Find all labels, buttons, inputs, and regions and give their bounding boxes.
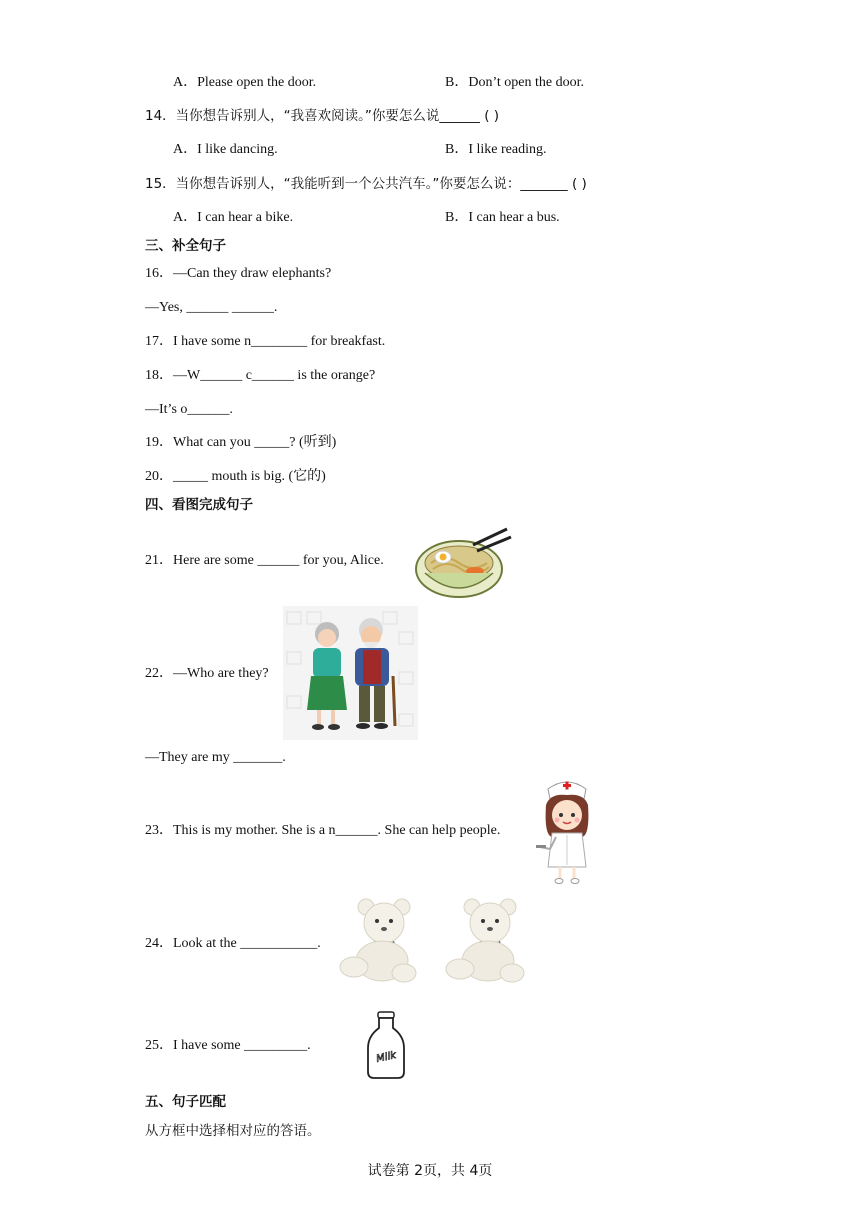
q25: 25．I have some _________. <box>145 1038 311 1053</box>
section-5-heading: 五、句子匹配 <box>145 1094 226 1110</box>
q20: 20．_____ mouth is big. (它的) <box>145 469 326 484</box>
section-5-instruction: 从方框中选择相对应的答语。 <box>145 1123 321 1139</box>
q13-option-b: B．Don’t open the door. <box>445 75 584 90</box>
q14-option-a: A．I like dancing. <box>173 142 278 157</box>
q16-answer: —Yes, ______ ______. <box>145 300 278 315</box>
q15-option-b: B．I can hear a bus. <box>445 210 560 225</box>
section-4-heading: 四、看图完成句子 <box>145 497 253 513</box>
q16-question: 16．—Can they draw elephants? <box>145 266 332 281</box>
page-footer: 试卷第 2页，共 4页 <box>367 1163 493 1179</box>
q22-answer: —They are my _______. <box>145 750 286 765</box>
q22-question: 22．—Who are they? <box>145 666 269 681</box>
grandparents-image <box>283 606 418 740</box>
q21: 21．Here are some ______ for you, Alice. <box>145 553 384 568</box>
q14-stem: 14．当你想告诉别人，“我喜欢阅读。”你要怎么说______ ( ) <box>145 108 500 124</box>
q15-option-a: A．I can hear a bike. <box>173 210 294 225</box>
q15-stem: 15．当你想告诉别人，“我能听到一个公共汽车。”你要怎么说：_______ ( ) <box>145 176 587 192</box>
q24: 24．Look at the ___________. <box>145 936 321 951</box>
q23: 23．This is my mother. She is a n______. She can help people. <box>145 823 501 838</box>
q18-question: 18．—W______ c______ is the orange? <box>145 368 376 383</box>
milk-bottle-image <box>366 1010 406 1080</box>
teddy-bears-image <box>336 895 526 987</box>
noodles-bowl-image <box>415 523 515 603</box>
milk-label: Milk <box>375 1050 398 1065</box>
section-3-heading: 三、补全句子 <box>145 238 226 254</box>
q13-option-a: A．Please open the door. <box>173 75 317 90</box>
nurse-image <box>536 775 598 887</box>
q14-option-b: B．I like reading. <box>445 142 547 157</box>
q18-answer: —It’s o______. <box>145 402 233 417</box>
q17: 17．I have some n________ for breakfast. <box>145 334 386 349</box>
q19: 19．What can you _____? (听到) <box>145 435 337 450</box>
